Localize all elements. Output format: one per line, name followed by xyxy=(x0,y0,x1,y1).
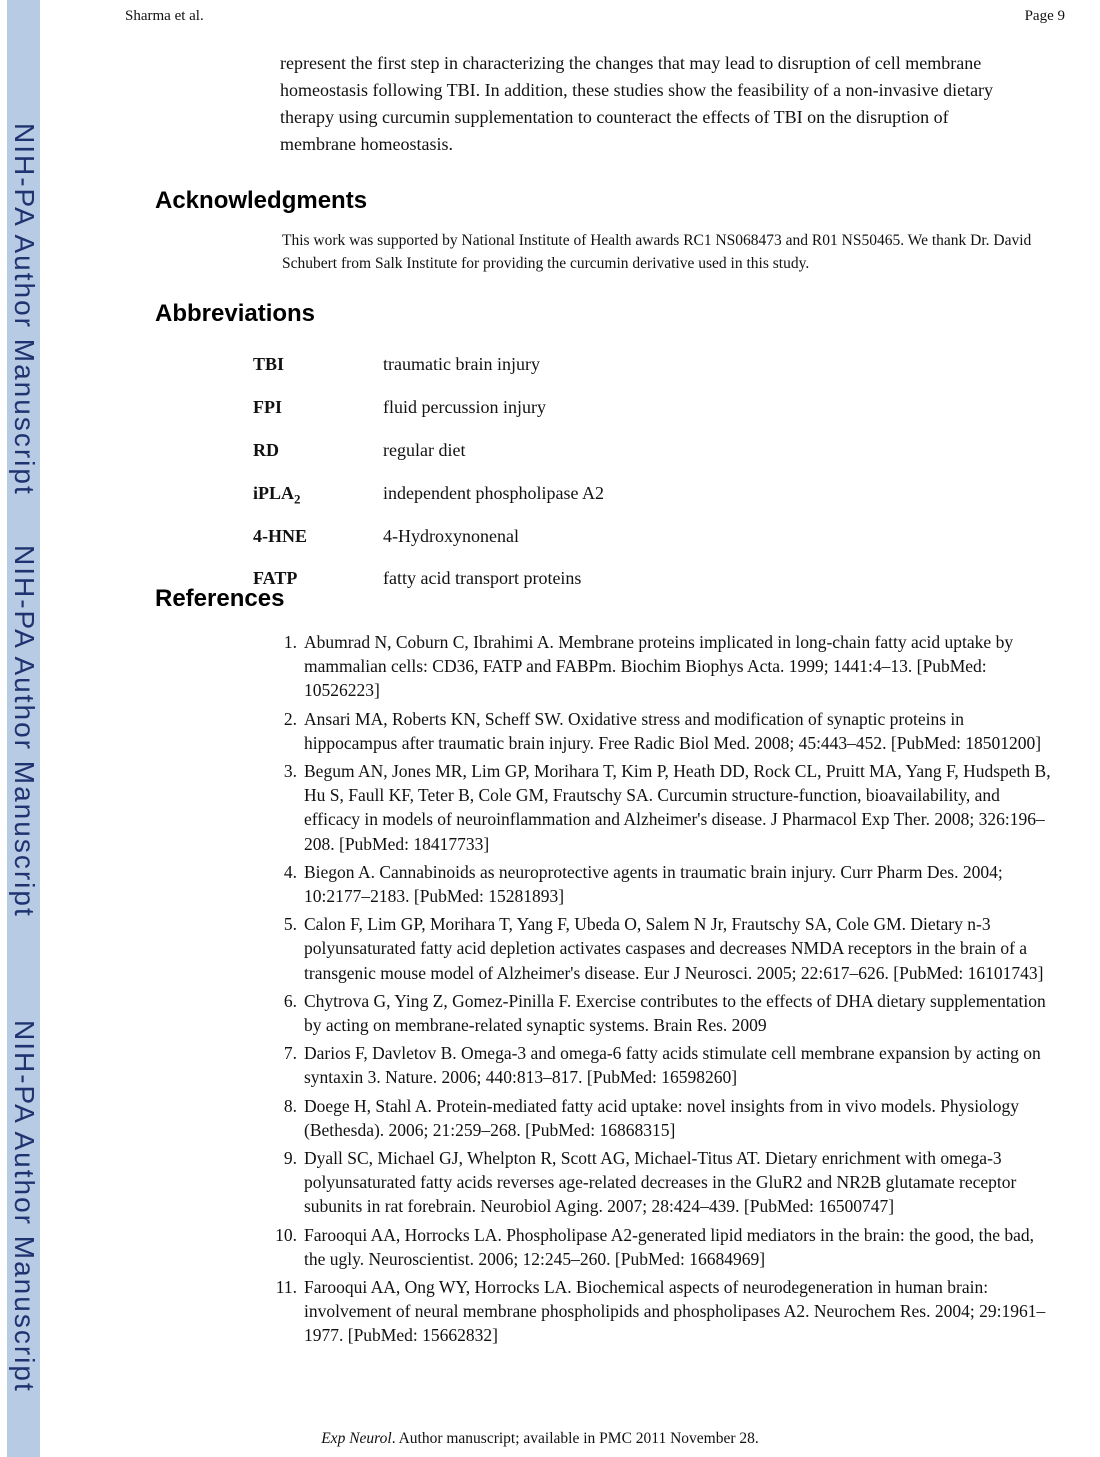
abbreviations-list xyxy=(253,346,953,603)
abbreviation-term-text: 4-HNE xyxy=(253,525,307,546)
reference-number: 9. xyxy=(283,1148,297,1169)
abbreviation-term xyxy=(253,389,383,432)
footer-citation-rest: . Author manuscript; available in PMC 2011 November 28. xyxy=(391,1430,759,1447)
reference-item xyxy=(270,1223,1060,1271)
abbreviation-row xyxy=(253,560,953,603)
references-list xyxy=(270,630,1060,1352)
abbreviation-row xyxy=(253,518,953,561)
reference-number: 2. xyxy=(283,708,297,729)
reference-item xyxy=(270,759,1060,856)
acknowledgments-heading: Acknowledgments xyxy=(155,187,368,214)
reference-citation: Begum AN, Jones MR, Lim GP, Morihara T, Kim P, Heath DD, Rock CL, Pruitt MA, Yang F, Hudspeth B, Hu S, Faull KF, Teter B, Cole GM, Frautschy SA. Curcumin structure-function, bioavailability, and efficacy in models of neuroinflammation and Alzheimer's disease. J Pharmacol Exp Ther. 2008; 326:196–208. [PubMed: 18417733] xyxy=(304,761,1051,854)
abbreviation-term-subscript: 2 xyxy=(294,491,301,507)
abbreviation-definition: regular diet xyxy=(383,439,466,460)
reference-number: 4. xyxy=(283,861,297,882)
reference-item xyxy=(270,1275,1060,1348)
acknowledgments-text: This work was supported by National Institute of Health awards RC1 NS068473 and R01 NS50465. We thank Dr. David Schubert from Salk Institute for providing the curcumin derivative used in this study. xyxy=(282,232,1032,272)
reference-number: 10. xyxy=(275,1224,297,1245)
abbreviation-row xyxy=(253,389,953,432)
reference-citation: Doege H, Stahl A. Protein-mediated fatty acid uptake: novel insights from in vivo models. Physiology (Bethesda). 2006; 21:259–268. [PubMed: 16868315] xyxy=(304,1095,1019,1140)
running-header-page-number: Page 9 xyxy=(1024,8,1065,24)
reference-number: 3. xyxy=(283,761,297,782)
reference-citation: Farooqui AA, Ong WY, Horrocks LA. Biochemical aspects of neurodegeneration in human brain: involvement of neural membrane phospholipids and phospholipases A2. Neurochem Res. 2004; 29:1961–1977. [PubMed: 15662832] xyxy=(304,1277,1046,1346)
abbreviations-heading: Abbreviations xyxy=(155,300,316,327)
nihpa-sidebar-strip xyxy=(7,0,40,1457)
abbreviation-definition: 4-Hydroxynonenal xyxy=(383,525,519,546)
intro-paragraph: represent the first step in characterizing the changes that may lead to disruption of cell membrane homeostasis following TBI. In addition, these studies show the feasibility of a non-invasive dietary therapy using curcumin supplementation to counteract the effects of TBI on the disruption of membrane homeostasis. xyxy=(280,53,994,154)
abbreviation-term xyxy=(253,346,383,389)
reference-citation: Abumrad N, Coburn C, Ibrahimi A. Membrane proteins implicated in long-chain fatty acid uptake by mammalian cells: CD36, FATP and FABPm. Biochim Biophys Acta. 1999; 1441:4–13. [PubMed: 10526223] xyxy=(304,632,1014,701)
running-header-author: Sharma et al. xyxy=(125,8,204,24)
abbreviation-row xyxy=(253,432,953,475)
reference-item xyxy=(270,1146,1060,1219)
nihpa-sidebar-label: NIH-PA Author Manuscript xyxy=(9,1020,40,1393)
reference-citation: Chytrova G, Ying Z, Gomez-Pinilla F. Exercise contributes to the effects of DHA dietary supplementation by acting on membrane-related synaptic systems. Brain Res. 2009 xyxy=(304,990,1046,1036)
nihpa-sidebar-label: NIH-PA Author Manuscript xyxy=(9,123,40,496)
references-heading: References xyxy=(155,585,285,612)
reference-number: 8. xyxy=(283,1095,297,1116)
abbreviation-definition: independent phospholipase A2 xyxy=(383,482,604,503)
reference-number: 6. xyxy=(283,990,297,1011)
abbreviation-term xyxy=(253,432,383,475)
abbreviation-term-text: RD xyxy=(253,439,279,460)
abbreviation-term xyxy=(253,475,383,518)
reference-citation: Farooqui AA, Horrocks LA. Phospholipase A2-generated lipid mediators in the brain: the good, the bad, the ugly. Neuroscientist. 2006; 12:245–260. [PubMed: 16684969] xyxy=(304,1224,1035,1269)
reference-item xyxy=(270,707,1060,755)
abbreviation-term-text: TBI xyxy=(253,354,285,374)
nihpa-sidebar-label: NIH-PA Author Manuscript xyxy=(9,545,40,918)
abbreviation-row xyxy=(253,346,953,389)
reference-citation: Darios F, Davletov B. Omega-3 and omega-6 fatty acids stimulate cell membrane expansion by acting on syntaxin 3. Nature. 2006; 440:813–817. [PubMed: 16598260] xyxy=(304,1043,1041,1088)
abbreviation-definition: traumatic brain injury xyxy=(383,354,540,374)
reference-item xyxy=(270,1094,1060,1142)
reference-number: 5. xyxy=(283,914,297,935)
reference-number: 11. xyxy=(275,1277,297,1298)
footer-journal-name: Exp Neurol xyxy=(321,1430,392,1447)
abbreviation-term xyxy=(253,518,383,561)
reference-citation: Biegon A. Cannabinoids as neuroprotective agents in traumatic brain injury. Curr Pharm Des. 2004; 10:2177–2183. [PubMed: 15281893] xyxy=(304,861,1003,907)
reference-item xyxy=(270,630,1060,703)
reference-number: 7. xyxy=(283,1043,297,1064)
abbreviation-definition: fatty acid transport proteins xyxy=(383,568,582,589)
reference-citation: Dyall SC, Michael GJ, Whelpton R, Scott AG, Michael-Titus AT. Dietary enrichment with omega-3 polyunsaturated fatty acids reverses age-related decreases in the GluR2 and NR2B glutamate receptor subunits in rat forebrain. Neurobiol Aging. 2007; 28:424–439. [PubMed: 16500747] xyxy=(304,1148,1017,1217)
reference-item xyxy=(270,860,1060,908)
reference-number: 1. xyxy=(283,632,297,652)
reference-item xyxy=(270,912,1060,985)
reference-citation: Calon F, Lim GP, Morihara T, Yang F, Ubeda O, Salem N Jr, Frautschy SA, Cole GM. Dietary n-3 polyunsaturated fatty acid depletion activates caspases and decreases NMDA receptors in the brain of a transgenic mouse model of Alzheimer's disease. Eur J Neurosci. 2005; 22:617–626. [PubMed: 16101743] xyxy=(304,914,1044,983)
reference-item xyxy=(270,989,1060,1037)
abbreviation-definition: fluid percussion injury xyxy=(383,396,546,417)
abbreviation-term-text: iPLA xyxy=(253,482,295,503)
footer-citation-line xyxy=(80,1429,1000,1449)
abbreviation-term-text: FATP xyxy=(253,568,298,589)
abbreviation-row xyxy=(253,475,953,518)
abbreviation-term-text: FPI xyxy=(253,396,282,417)
reference-citation: Ansari MA, Roberts KN, Scheff SW. Oxidative stress and modification of synaptic proteins in hippocampus after traumatic brain injury. Free Radic Biol Med. 2008; 45:443–452. [PubMed: 18501200] xyxy=(304,708,1042,753)
reference-item xyxy=(270,1041,1060,1089)
